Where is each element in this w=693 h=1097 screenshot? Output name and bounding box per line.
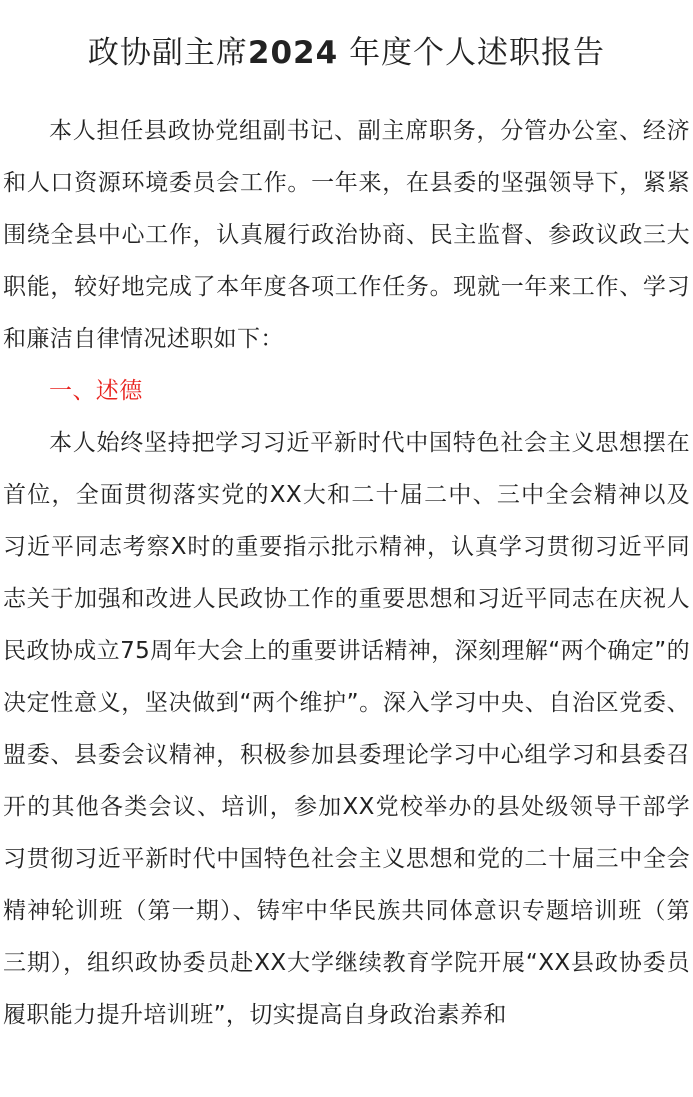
title-suffix: 年度个人述职报告: [349, 35, 606, 71]
section-paragraph-shude: 本人始终坚持把学习习近平新时代中国特色社会主义思想摆在首位，全面贯彻落实党的XX大和二十届二中、三中全会精神以及习近平同志考察X时的重要指示批示精神，认真学习贯彻习近平同志关于加强和改进人民政协工作的重要思想和习近平同志在庆祝人民政协成立75周年大会上的重要讲话精神，深刻理解“两个确定”的决定性意义，坚决做到“两个维护”。深入学习中央、自治区党委、盟委、县委会议精神，积极参加县委理论学习中心组学习和县委召开的其他各类会议、培训，参加XX党校举办的县处级领导干部学习贯彻习近平新时代中国特色社会主义思想和党的二十届三中全会精神轮训班（第一期）、铸牢中华民族共同体意识专题培训班（第三期），组织政协委员赴XX大学继续教育学院开展“XX县政协委员履职能力提升培训班”，切实提高自身政治素养和: [3, 430, 690, 1028]
page-title: [3, 0, 690, 78]
title-prefix: 政协副主席: [87, 35, 248, 71]
title-year: 2024: [247, 35, 339, 71]
section-heading-shude: 一、述德: [49, 378, 143, 404]
intro-paragraph: 本人担任县政协党组副书记、副主席职务，分管办公室、经济和人口资源环境委员会工作。一年来，在县委的坚强领导下，紧紧围绕全县中心工作，认真履行政治协商、民主监督、参政议政三大职能，较好地完成了本年度各项工作任务。现就一年来工作、学习和廉洁自律情况述职如下：: [3, 118, 690, 352]
document-body: [3, 105, 690, 1041]
